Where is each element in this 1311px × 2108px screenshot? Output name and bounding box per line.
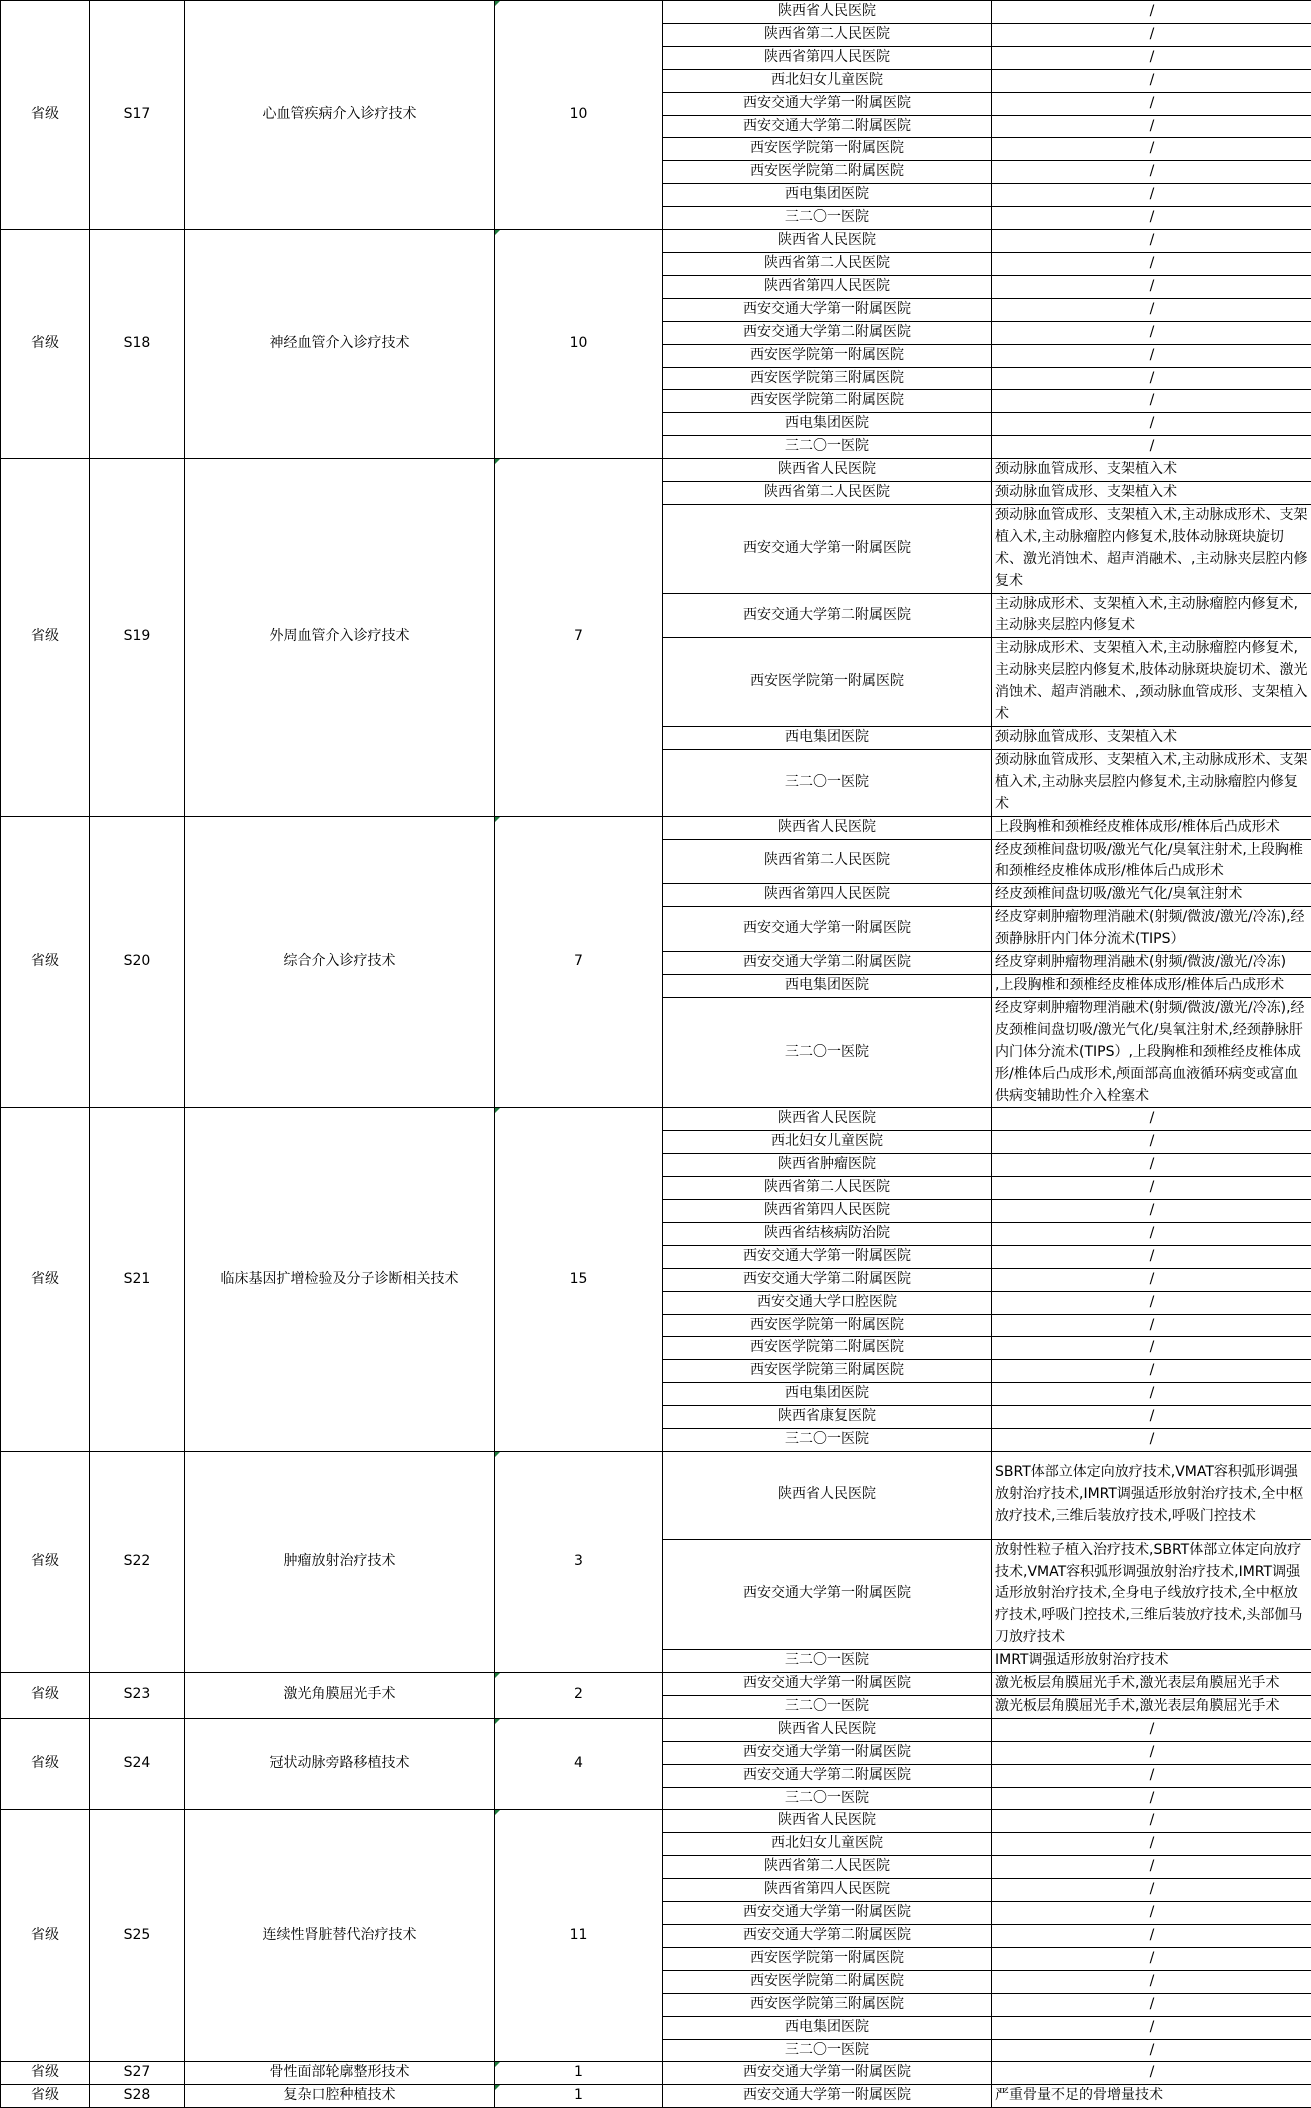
detail-cell: / (992, 1993, 1311, 2016)
hospital-cell: 西电集团医院 (663, 974, 992, 997)
technique-cell: 连续性肾脏替代治疗技术 (185, 1810, 495, 2062)
code-cell: S27 (90, 2062, 185, 2085)
detail-cell: / (992, 2039, 1311, 2062)
detail-cell: / (992, 230, 1311, 253)
detail-cell: SBRT体部立体定向放疗技术,VMAT容积弧形调强放射治疗技术,IMRT调强适形放射治疗技术,全中枢放疗技术,三维后装放疗技术,呼吸门控技术 (992, 1452, 1311, 1540)
hospital-cell: 西安交通大学第二附属医院 (663, 1925, 992, 1948)
detail-cell: 颈动脉血管成形、支架植入术 (992, 459, 1311, 482)
count-cell: 1 (495, 2085, 663, 2108)
hospital-cell: 陕西省结核病防治院 (663, 1222, 992, 1245)
detail-cell: 主动脉成形术、支架植入术,主动脉瘤腔内修复术,主动脉夹层腔内修复术,肢体动脉斑块旋切术、激光消蚀术、超声消融术、,颈动脉血管成形、支架植入术 (992, 638, 1311, 727)
code-cell: S25 (90, 1810, 185, 2062)
hospital-cell: 三二〇一医院 (663, 207, 992, 230)
hospital-cell: 西电集团医院 (663, 1383, 992, 1406)
detail-cell: 主动脉成形术、支架植入术,主动脉瘤腔内修复术,主动脉夹层腔内修复术 (992, 593, 1311, 638)
detail-cell: / (992, 344, 1311, 367)
detail-cell: / (992, 1787, 1311, 1810)
hospital-cell: 西电集团医院 (663, 727, 992, 750)
detail-cell: / (992, 1764, 1311, 1787)
detail-cell: 颈动脉血管成形、支架植入术 (992, 727, 1311, 750)
hospital-cell: 三二〇一医院 (663, 2039, 992, 2062)
hospital-cell: 西安交通大学第一附属医院 (663, 1673, 992, 1696)
detail-cell: 经皮颈椎间盘切吸/激光气化/臭氧注射术 (992, 884, 1311, 907)
hospital-cell: 西北妇女儿童医院 (663, 69, 992, 92)
hospital-cell: 西安交通大学第一附属医院 (663, 298, 992, 321)
level-cell: 省级 (1, 1108, 90, 1452)
detail-cell: / (992, 367, 1311, 390)
hospital-cell: 西安交通大学第一附属医院 (663, 1741, 992, 1764)
detail-cell: / (992, 1970, 1311, 1993)
hospital-cell: 陕西省第二人民医院 (663, 482, 992, 505)
hospital-cell: 西安医学院第三附属医院 (663, 367, 992, 390)
detail-cell: / (992, 1131, 1311, 1154)
hospital-cell: 西安交通大学第一附属医院 (663, 907, 992, 952)
table-row (1, 1108, 1311, 1131)
count-cell: 10 (495, 1, 663, 230)
hospital-cell: 西安交通大学第二附属医院 (663, 115, 992, 138)
count-cell: 4 (495, 1718, 663, 1810)
hospital-cell: 西安交通大学第二附属医院 (663, 1268, 992, 1291)
detail-cell: / (992, 321, 1311, 344)
hospital-cell: 西安交通大学第二附属医院 (663, 1764, 992, 1787)
count-cell: 1 (495, 2062, 663, 2085)
level-cell: 省级 (1, 816, 90, 1108)
count-cell: 11 (495, 1810, 663, 2062)
table-row (1, 1810, 1311, 1833)
level-cell: 省级 (1, 1452, 90, 1673)
level-cell: 省级 (1, 2062, 90, 2085)
level-cell: 省级 (1, 1810, 90, 2062)
hospital-cell: 西安交通大学第一附属医院 (663, 2085, 992, 2108)
hospital-cell: 陕西省肿瘤医院 (663, 1154, 992, 1177)
technique-cell: 心血管疾病介入诊疗技术 (185, 1, 495, 230)
table-row (1, 459, 1311, 482)
detail-cell: / (992, 1902, 1311, 1925)
hospital-cell: 西电集团医院 (663, 184, 992, 207)
detail-cell: / (992, 1741, 1311, 1764)
detail-cell: / (992, 1925, 1311, 1948)
detail-cell: / (992, 1810, 1311, 1833)
hospital-cell: 西安交通大学第一附属医院 (663, 504, 992, 593)
level-cell: 省级 (1, 459, 90, 817)
detail-cell: 严重骨量不足的骨增量技术 (992, 2085, 1311, 2108)
table-row (1, 1673, 1311, 1696)
hospital-cell: 陕西省人民医院 (663, 1, 992, 24)
technique-cell: 外周血管介入诊疗技术 (185, 459, 495, 817)
technique-cell: 骨性面部轮廓整形技术 (185, 2062, 495, 2085)
table-row (1, 230, 1311, 253)
detail-cell: / (992, 413, 1311, 436)
detail-cell: / (992, 1154, 1311, 1177)
technique-cell: 肿瘤放射治疗技术 (185, 1452, 495, 1673)
code-cell: S20 (90, 816, 185, 1108)
table-row (1, 1, 1311, 24)
hospital-cell: 陕西省人民医院 (663, 1452, 992, 1540)
hospital-cell: 西电集团医院 (663, 413, 992, 436)
detail-cell: / (992, 1222, 1311, 1245)
count-cell: 3 (495, 1452, 663, 1673)
detail-cell: 颈动脉血管成形、支架植入术,主动脉成形术、支架植入术,主动脉瘤腔内修复术,肢体动脉斑块旋切术、激光消蚀术、超声消融术、,主动脉夹层腔内修复术 (992, 504, 1311, 593)
hospital-cell: 陕西省人民医院 (663, 1718, 992, 1741)
hospital-cell: 陕西省人民医院 (663, 1108, 992, 1131)
hospital-cell: 西安交通大学第二附属医院 (663, 321, 992, 344)
hospital-cell: 西安交通大学口腔医院 (663, 1291, 992, 1314)
detail-cell: 颈动脉血管成形、支架植入术 (992, 482, 1311, 505)
detail-cell: 放射性粒子植入治疗技术,SBRT体部立体定向放疗技术,VMAT容积弧形调强放射治疗技术,IMRT调强适形放射治疗技术,全身电子线放疗技术,全中枢放疗技术,呼吸门控技术,三维后装放疗技术,头部伽马刀放疗技术 (992, 1539, 1311, 1650)
count-cell: 7 (495, 459, 663, 817)
hospital-cell: 西安医学院第一附属医院 (663, 1314, 992, 1337)
hospital-cell: 陕西省人民医院 (663, 230, 992, 253)
hospital-cell: 陕西省第四人民医院 (663, 1879, 992, 1902)
hospital-cell: 西安医学院第一附属医院 (663, 1947, 992, 1970)
hospital-cell: 三二〇一医院 (663, 1787, 992, 1810)
detail-cell: / (992, 46, 1311, 69)
count-cell: 7 (495, 816, 663, 1108)
table-row (1, 816, 1311, 839)
hospital-cell: 三二〇一医院 (663, 1650, 992, 1673)
hospital-cell: 西安医学院第二附属医院 (663, 1337, 992, 1360)
level-cell: 省级 (1, 1, 90, 230)
detail-cell: / (992, 252, 1311, 275)
technique-cell: 临床基因扩增检验及分子诊断相关技术 (185, 1108, 495, 1452)
hospital-cell: 陕西省人民医院 (663, 816, 992, 839)
detail-cell: 经皮穿刺肿瘤物理消融术(射频/微波/激光/冷冻),经皮颈椎间盘切吸/激光气化/臭氧注射术,经颈静脉肝内门体分流术(TIPS）,上段胸椎和颈椎经皮椎体成形/椎体后凸成形术,颅面部高血液循环病变或富血供病变辅助性介入栓塞术 (992, 997, 1311, 1108)
code-cell: S23 (90, 1673, 185, 1719)
hospital-cell: 西安交通大学第一附属医院 (663, 92, 992, 115)
hospital-cell: 西安医学院第二附属医院 (663, 1970, 992, 1993)
hospital-cell: 西电集团医院 (663, 2016, 992, 2039)
detail-cell: / (992, 1, 1311, 24)
detail-cell: / (992, 1429, 1311, 1452)
table-row (1, 1718, 1311, 1741)
hospital-cell: 陕西省康复医院 (663, 1406, 992, 1429)
count-cell: 10 (495, 230, 663, 459)
detail-cell: / (992, 69, 1311, 92)
hospital-cell: 西安医学院第一附属医院 (663, 638, 992, 727)
detail-cell: / (992, 275, 1311, 298)
hospital-cell: 三二〇一医院 (663, 997, 992, 1108)
code-cell: S22 (90, 1452, 185, 1673)
hospital-cell: 西安交通大学第一附属医院 (663, 1245, 992, 1268)
detail-cell: / (992, 1833, 1311, 1856)
code-cell: S17 (90, 1, 185, 230)
table-row (1, 1452, 1311, 1540)
hospital-cell: 西北妇女儿童医院 (663, 1131, 992, 1154)
detail-cell: / (992, 390, 1311, 413)
detail-cell: / (992, 1314, 1311, 1337)
level-cell: 省级 (1, 1673, 90, 1719)
detail-cell: / (992, 161, 1311, 184)
hospital-cell: 陕西省人民医院 (663, 459, 992, 482)
code-cell: S21 (90, 1108, 185, 1452)
hospital-cell: 西安医学院第一附属医院 (663, 344, 992, 367)
hospital-cell: 西安医学院第三附属医院 (663, 1360, 992, 1383)
detail-cell: 颈动脉血管成形、支架植入术,主动脉成形术、支架植入术,主动脉夹层腔内修复术,主动脉瘤腔内修复术 (992, 749, 1311, 816)
detail-cell: / (992, 1718, 1311, 1741)
detail-cell: / (992, 1177, 1311, 1200)
detail-cell: / (992, 1245, 1311, 1268)
detail-cell: / (992, 184, 1311, 207)
code-cell: S19 (90, 459, 185, 817)
detail-cell: / (992, 92, 1311, 115)
hospital-cell: 三二〇一医院 (663, 1695, 992, 1718)
detail-cell: 上段胸椎和颈椎经皮椎体成形/椎体后凸成形术 (992, 816, 1311, 839)
hospital-cell: 陕西省第二人民医院 (663, 839, 992, 884)
hospital-cell: 西安医学院第二附属医院 (663, 390, 992, 413)
detail-cell: 经皮穿刺肿瘤物理消融术(射频/微波/激光/冷冻) (992, 952, 1311, 975)
hospital-cell: 陕西省第二人民医院 (663, 1856, 992, 1879)
hospital-cell: 陕西省第四人民医院 (663, 275, 992, 298)
detail-cell: / (992, 1406, 1311, 1429)
detail-cell: / (992, 1268, 1311, 1291)
detail-cell: 经皮颈椎间盘切吸/激光气化/臭氧注射术,上段胸椎和颈椎经皮椎体成形/椎体后凸成形术 (992, 839, 1311, 884)
hospital-cell: 西安医学院第一附属医院 (663, 138, 992, 161)
detail-cell: 激光板层角膜屈光手术,激光表层角膜屈光手术 (992, 1673, 1311, 1696)
detail-cell: / (992, 115, 1311, 138)
detail-cell: / (992, 2016, 1311, 2039)
hospital-cell: 西安交通大学第一附属医院 (663, 2062, 992, 2085)
detail-cell: / (992, 1856, 1311, 1879)
detail-cell: / (992, 138, 1311, 161)
detail-cell: / (992, 1337, 1311, 1360)
hospital-cell: 西安交通大学第一附属医院 (663, 1539, 992, 1650)
table-body (1, 1, 1311, 2108)
code-cell: S18 (90, 230, 185, 459)
detail-cell: / (992, 23, 1311, 46)
code-cell: S24 (90, 1718, 185, 1810)
hospital-cell: 西安医学院第二附属医院 (663, 161, 992, 184)
count-cell: 2 (495, 1673, 663, 1719)
hospital-cell: 陕西省第四人民医院 (663, 46, 992, 69)
detail-cell: / (992, 207, 1311, 230)
detail-cell: / (992, 2062, 1311, 2085)
detail-cell: 激光板层角膜屈光手术,激光表层角膜屈光手术 (992, 1695, 1311, 1718)
detail-cell: / (992, 1291, 1311, 1314)
hospital-cell: 陕西省人民医院 (663, 1810, 992, 1833)
hospital-cell: 陕西省第四人民医院 (663, 884, 992, 907)
hospital-cell: 陕西省第二人民医院 (663, 23, 992, 46)
detail-cell: / (992, 1947, 1311, 1970)
detail-cell: / (992, 436, 1311, 459)
code-cell: S28 (90, 2085, 185, 2108)
detail-cell: ,上段胸椎和颈椎经皮椎体成形/椎体后凸成形术 (992, 974, 1311, 997)
table-row (1, 2062, 1311, 2085)
count-cell: 15 (495, 1108, 663, 1452)
hospital-cell: 西安交通大学第一附属医院 (663, 1902, 992, 1925)
detail-cell: IMRT调强适形放射治疗技术 (992, 1650, 1311, 1673)
technique-cell: 综合介入诊疗技术 (185, 816, 495, 1108)
hospital-cell: 陕西省第二人民医院 (663, 1177, 992, 1200)
level-cell: 省级 (1, 2085, 90, 2108)
level-cell: 省级 (1, 230, 90, 459)
hospital-cell: 西安交通大学第二附属医院 (663, 952, 992, 975)
detail-cell: 经皮穿刺肿瘤物理消融术(射频/微波/激光/冷冻),经颈静脉肝内门体分流术(TIPS） (992, 907, 1311, 952)
hospital-cell: 陕西省第四人民医院 (663, 1200, 992, 1223)
hospital-cell: 西安医学院第三附属医院 (663, 1993, 992, 2016)
detail-cell: / (992, 298, 1311, 321)
technique-cell: 冠状动脉旁路移植技术 (185, 1718, 495, 1810)
technique-cell: 激光角膜屈光手术 (185, 1673, 495, 1719)
detail-cell: / (992, 1360, 1311, 1383)
detail-cell: / (992, 1108, 1311, 1131)
technique-cell: 神经血管介入诊疗技术 (185, 230, 495, 459)
level-cell: 省级 (1, 1718, 90, 1810)
detail-cell: / (992, 1879, 1311, 1902)
hospital-cell: 三二〇一医院 (663, 436, 992, 459)
hospital-cell: 西安交通大学第二附属医院 (663, 593, 992, 638)
detail-cell: / (992, 1200, 1311, 1223)
hospital-cell: 三二〇一医院 (663, 1429, 992, 1452)
technique-cell: 复杂口腔种植技术 (185, 2085, 495, 2108)
hospital-cell: 陕西省第二人民医院 (663, 252, 992, 275)
detail-cell: / (992, 1383, 1311, 1406)
hospital-cell: 三二〇一医院 (663, 749, 992, 816)
hospital-cell: 西北妇女儿童医院 (663, 1833, 992, 1856)
table-row (1, 2085, 1311, 2108)
